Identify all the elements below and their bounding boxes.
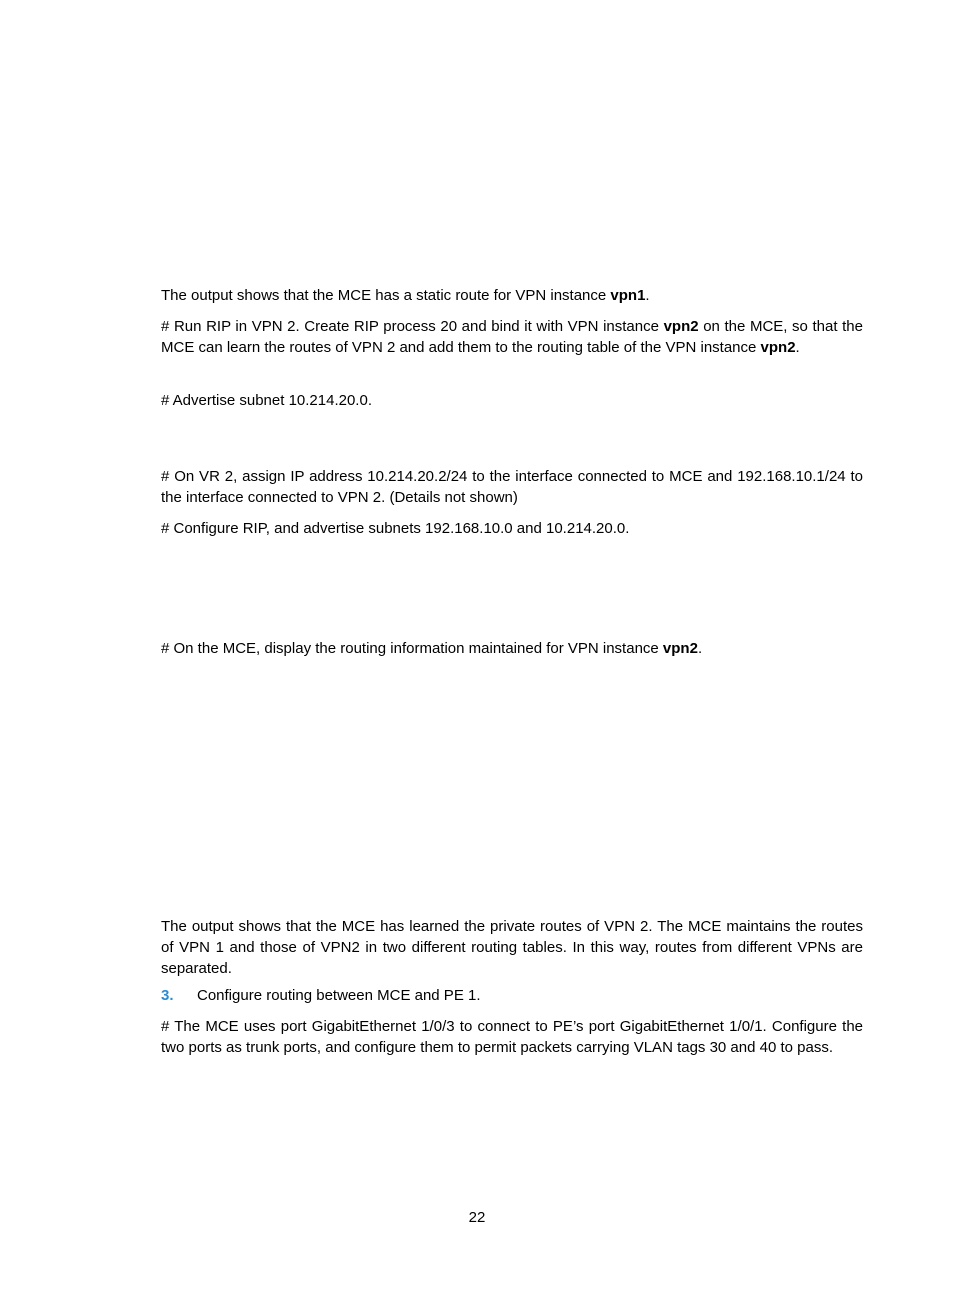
text: # On the MCE, display the routing information maintained for VPN instance xyxy=(161,640,663,657)
configure-rip-instruction xyxy=(161,518,863,539)
output-note-vpn1 xyxy=(161,285,863,306)
vpn-instance-name: vpn1 xyxy=(610,287,646,304)
step-title: Configure routing between MCE and PE 1. xyxy=(197,987,481,1004)
text: # Run RIP in VPN 2. Create RIP process 20 and bind it with VPN instance xyxy=(161,318,664,335)
text: # Configure RIP, and advertise subnets 192.168.10.0 and 10.214.20.0. xyxy=(161,520,630,537)
trunk-port-instruction xyxy=(161,1016,863,1058)
step-number: 3. xyxy=(161,987,174,1004)
text: The output shows that the MCE has learned the private routes of VPN 2. The MCE maintains the routes of VPN 1 and those of VPN2 in two different routing tables. In this way, routes from different VPNs are separated. xyxy=(161,918,863,977)
text: # Advertise subnet 10.214.20.0. xyxy=(161,392,372,409)
text: # The MCE uses port GigabitEthernet 1/0/3 to connect to PE’s port GigabitEthernet 1/0/1. Configure the two ports as trunk ports, and configure them to permit packets carrying VLAN tags 30 and 40 to pass. xyxy=(161,1018,863,1056)
vpn-instance-name: vpn2 xyxy=(663,318,699,335)
vpn-instance-name: vpn2 xyxy=(760,339,796,356)
text: on the MCE, so that the MCE can learn the routes of VPN 2 and add them to the routing table of the VPN instance xyxy=(161,318,863,356)
vpn-instance-name: vpn2 xyxy=(662,640,698,657)
text: # On VR 2, assign IP address 10.214.20.2/24 to the interface connected to MCE and 192.168.10.1/24 to the interface connected to VPN 2. (Details not shown) xyxy=(161,468,863,506)
text: . xyxy=(697,640,703,657)
text: The output shows that the MCE has a static route for VPN instance xyxy=(161,287,611,304)
output-note-private-routes xyxy=(161,916,863,979)
run-rip-instruction xyxy=(161,316,863,358)
vr2-ip-instruction xyxy=(161,466,863,508)
text: . xyxy=(645,287,650,304)
page-number: 22 xyxy=(468,1209,486,1226)
text: . xyxy=(795,339,800,356)
advertise-subnet-instruction xyxy=(161,390,863,411)
display-routing-instruction xyxy=(161,638,863,659)
